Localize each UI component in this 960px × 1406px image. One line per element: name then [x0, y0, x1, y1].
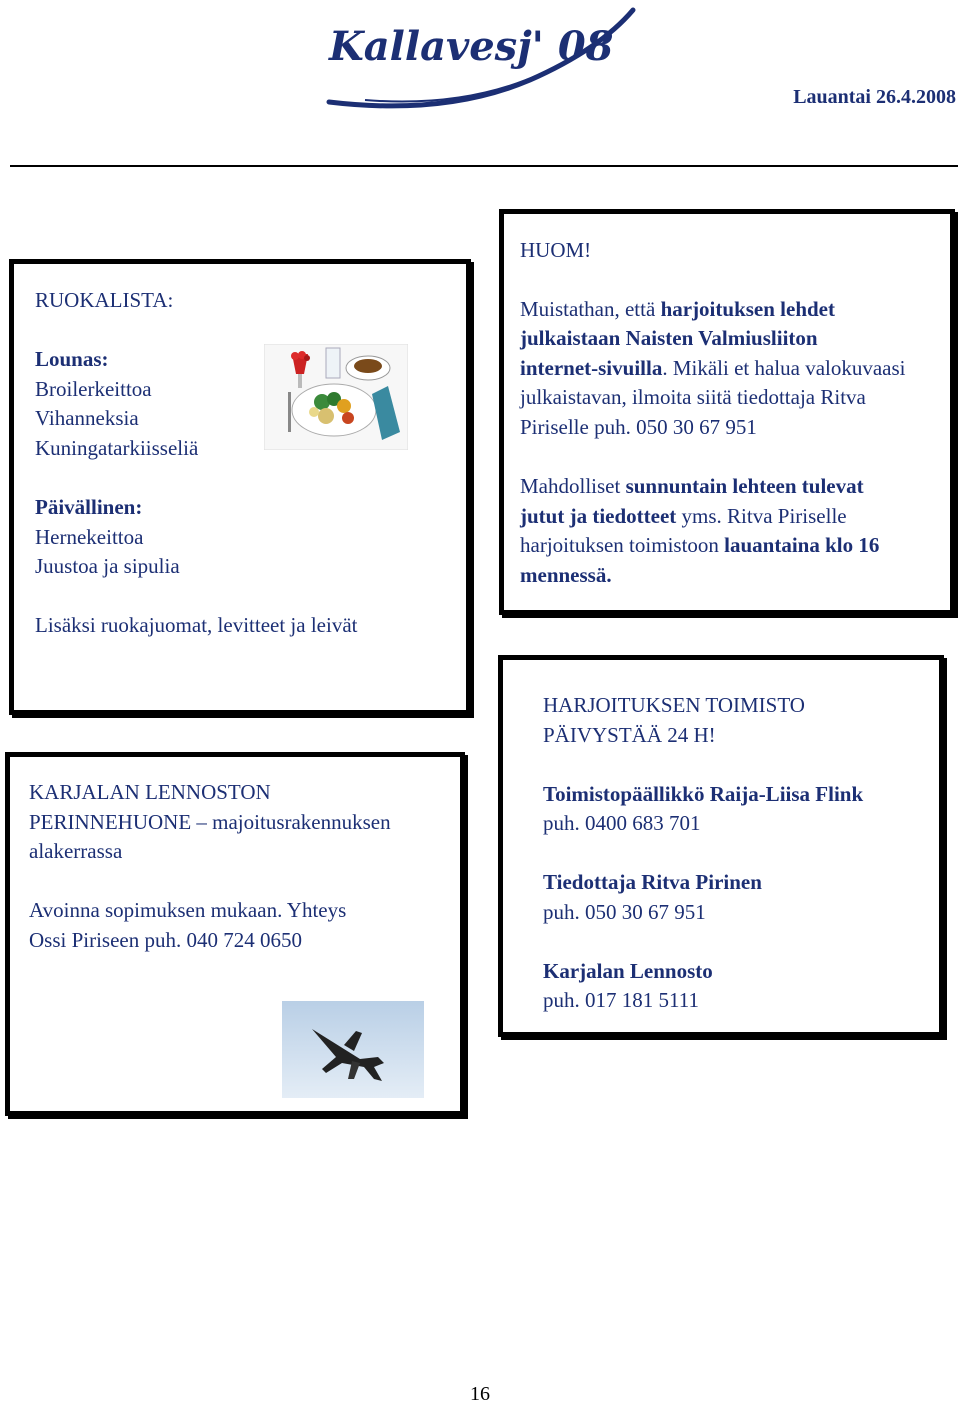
page-number: 16 [470, 1383, 490, 1405]
header-divider [10, 165, 958, 167]
jet-plane-image [282, 1001, 424, 1098]
menu-box [9, 259, 471, 715]
karjala-title: PERINNEHUONE – majoitusrakennuksen [29, 810, 391, 834]
dinner-item: Hernekeittoa [35, 525, 144, 549]
huom-text-line: jutut ja tiedotteet yms. Ritva Piriselle [520, 504, 847, 528]
huom-text-line: internet-sivuilla. Mikäli et halua valokuvaasi [520, 356, 906, 380]
menu-extra: Lisäksi ruokajuomat, levitteet ja leivät [35, 613, 358, 637]
toimisto-title: HARJOITUKSEN TOIMISTO [543, 693, 805, 717]
huom-text-line: julkaistavan, ilmoita siitä tiedottaja Ritva [520, 385, 866, 409]
karjala-info: Avoinna sopimuksen mukaan. Yhteys [29, 898, 347, 922]
huom-text-line: harjoituksen toimistoon lauantaina klo 16 [520, 533, 880, 557]
lunch-heading: Lounas: [35, 347, 109, 371]
toimisto-title: PÄIVYSTÄÄ 24 H! [543, 723, 716, 747]
dinner-heading: Päivällinen: [35, 495, 143, 519]
kallavesj-logo [325, 4, 645, 116]
contact-phone: puh. 017 181 5111 [543, 988, 699, 1012]
lunch-item: Vihanneksia [35, 406, 139, 430]
huom-text-line: Mahdolliset sunnuntain lehteen tulevat [520, 474, 864, 498]
lunch-item: Broilerkeittoa [35, 377, 152, 401]
huom-text-line: Muistathan, että harjoituksen lehdet [520, 297, 835, 321]
issue-date: Lauantai 26.4.2008 [793, 86, 956, 108]
food-plate-image [264, 344, 408, 450]
dinner-item: Juustoa ja sipulia [35, 554, 180, 578]
contact-phone: puh. 050 30 67 951 [543, 900, 706, 924]
karjala-info: Ossi Piriseen puh. 040 724 0650 [29, 928, 302, 952]
contact-name: Toimistopäällikkö Raija-Liisa Flink [543, 782, 864, 806]
huom-text-line: Piriselle puh. 050 30 67 951 [520, 415, 757, 439]
menu-title: RUOKALISTA: [35, 288, 174, 312]
karjala-title: KARJALAN LENNOSTON [29, 780, 271, 804]
huom-title: HUOM! [520, 238, 592, 262]
contact-name: Tiedottaja Ritva Pirinen [543, 870, 762, 894]
logo-text: Kallavesj' 08 [329, 23, 614, 70]
huom-text-line: mennessä. [520, 563, 612, 587]
lunch-item: Kuningatarkiisseliä [35, 436, 199, 460]
contact-phone: puh. 0400 683 701 [543, 811, 701, 835]
huom-text-line: julkaistaan Naisten Valmiusliiton [520, 326, 818, 350]
contact-name: Karjalan Lennosto [543, 959, 713, 983]
karjala-title: alakerrassa [29, 839, 123, 863]
